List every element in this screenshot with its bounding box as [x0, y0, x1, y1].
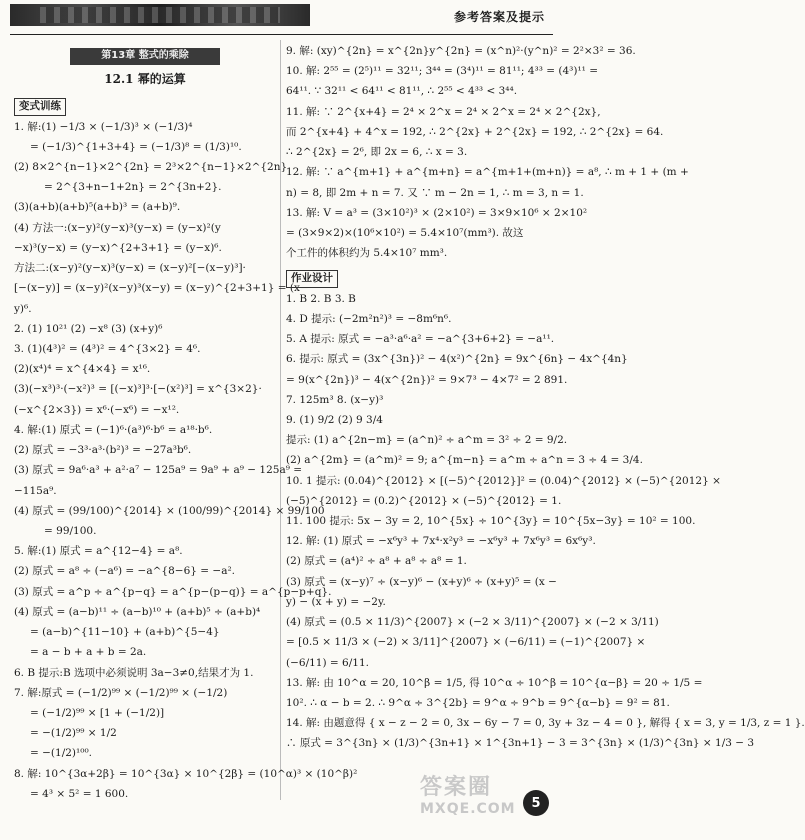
answer-line: ∴ 2^{2x} = 2⁶, 即 2x = 6, ∴ x = 3. [286, 146, 468, 159]
answer-line: 6. 提示: 原式 = (3x^{3n})² − 4(x²)^{2n} = 9x^{6n} − 4x^{4n} [286, 353, 628, 366]
answer-line: 13. 解: V = a³ = (3×10²)³ × (2×10²) = 3×9×10⁶ × 2×10² [286, 206, 588, 219]
right-answer-list-bottom [286, 292, 805, 752]
answer-line: 64¹¹. ∵ 32¹¹ < 64¹¹ < 81¹¹, ∴ 2⁵⁵ < 4³³ < 3⁴⁴. [286, 85, 518, 98]
answer-line: = (3×9×2)×(10⁶×10²) = 5.4×10⁷(mm³). 故这 [286, 226, 524, 239]
answer-line: (2)(x⁴)⁴ = x^{4×4} = x¹⁶. [14, 363, 151, 376]
answer-line: −115a⁹. [14, 484, 57, 497]
answer-line: = −(1/2)¹⁰⁰. [30, 747, 92, 760]
answer-line: (3) 原式 = 9a⁶·a³ + a²·a⁷ − 125a⁹ = 9a⁹ + a⁹ − 125a⁹ = [14, 464, 303, 477]
answer-line: (3)(−x³)³·(−x²)³ = [(−x)³]³·[−(x²)³] = x^{3×2}· [14, 383, 262, 396]
answer-line: (−5)^{2012} = (0.2)^{2012} × (−5)^{2012} = 1. [286, 494, 562, 507]
answer-line: 提示: (1) a^{2n−m} = (a^n)² ÷ a^m = 3² ÷ 2 = 9/2. [286, 434, 568, 447]
section-banner [70, 48, 220, 65]
answer-line: 个工件的体积约为 5.4×10⁷ mm³. [286, 247, 448, 260]
answer-line: (4) 原式 = (0.5 × 11/3)^{2007} × (−2 × 3/11)^{2007} × (−2 × 3/11) [286, 616, 659, 629]
answer-line: (−6/11) = 6/11. [286, 656, 369, 669]
watermark-top-text: 答案圈 [420, 775, 493, 800]
answer-line: (3) 原式 = a^p ÷ a^{p−q} = a^{p−(p−q)} = a^{p−p+q}. [14, 585, 332, 598]
answer-line: 5. A 提示: 原式 = −a³·a⁶·a² = −a^{3+6+2} = −a¹¹. [286, 333, 555, 346]
answer-line: 2. (1) 10²¹ (2) −x⁸ (3) (x+y)⁶ [14, 322, 163, 335]
answer-line: (2) 原式 = a⁸ ÷ (−a⁶) = −a^{8−6} = −a². [14, 565, 236, 578]
answer-line: = 9(x^{2n})³ − 4(x^{2n})² = 9×7³ − 4×7² = 2 891. [286, 373, 568, 386]
answer-line: 5. 解:(1) 原式 = a^{12−4} = a⁸. [14, 545, 183, 558]
answer-line: ∴ 原式 = 3^{3n} × (1/3)^{3n+1} × 1^{3n+1} − 3 = 3^{3n} × (1/3)^{3n} × 1/3 − 3 [286, 737, 755, 750]
answer-line: = (a−b)^{11−10} + (a+b)^{5−4} [30, 626, 220, 639]
answer-line: 9. (1) 9/2 (2) 9 3/4 [286, 413, 383, 426]
answer-line: 7. 解:原式 = (−1/2)⁹⁹ × (−1/2)⁹⁹ × (−1/2) [14, 686, 228, 699]
answer-line: = 4³ × 5² = 1 600. [30, 787, 129, 800]
answer-line: y)⁶. [14, 302, 32, 315]
header-title: 参考答案及提示 [453, 10, 545, 24]
answer-line: (3) 原式 = (x−y)⁷ ÷ (x−y)⁶ − (x+y)⁶ ÷ (x+y)⁵ = (x − [286, 575, 557, 588]
answer-line: 3. (1)(4³)² = (4³)² = 4^{3×2} = 4⁶. [14, 343, 201, 356]
page-header [0, 0, 563, 40]
answer-line: 12. 解: (1) 原式 = −x⁶y³ + 7x⁴·x²y³ = −x⁶y³ + 7x⁶y³ = 6x⁶y³. [286, 535, 596, 548]
answer-line: 12. 解: ∵ a^{m+1} + a^{m+n} = a^{m+1+(m+n)} = a⁸, ∴ m + 1 + (m + [286, 166, 689, 179]
answer-line: [−(x−y)] = (x−y)²(x−y)³(x−y) = (x−y)^{2+3+1} = (x− [14, 282, 309, 295]
answer-line: −x)³(y−x) = (y−x)^{2+3+1} = (y−x)⁶. [14, 241, 222, 254]
column-divider [280, 40, 281, 800]
answer-line: (2) 原式 = −3³·a³·(b²)³ = −27a³b⁶. [14, 444, 192, 457]
answer-line: n) = 8, 即 2m + n = 7. 又 ∵ m − 2n = 1, ∴ m = 3, n = 1. [286, 186, 584, 199]
answer-line: (3)(a+b)(a+b)⁵(a+b)³ = (a+b)⁹. [14, 201, 181, 214]
header-banner-image [10, 4, 310, 26]
banner-decoration [40, 7, 280, 23]
answer-line: 11. 解: ∵ 2^{x+4} = 2⁴ × 2^x = 2⁴ × 2^x = 2⁴ × 2^{2x}, [286, 105, 601, 118]
answer-line: (2) 8×2^{n−1}×2^{2n} = 2³×2^{n−1}×2^{2n} [14, 161, 288, 174]
section-banner-text: 第13章 整式的乘除 [101, 50, 189, 62]
answer-line: = (−1/3)^{1+3+4} = (−1/3)⁸ = (1/3)¹⁰. [30, 140, 242, 153]
answer-line: 10. 解: 2⁵⁵ = (2⁵)¹¹ = 32¹¹; 3⁴⁴ = (3⁴)¹¹ = 81¹¹; 4³³ = (4³)¹¹ = [286, 65, 599, 78]
right-answer-list-top [286, 44, 689, 261]
answer-line: 6. B 提示:B 选项中必须说明 3a−3≠0,结果才为 1. [14, 666, 254, 679]
answer-line: 10. 1 提示: (0.04)^{2012} × [(−5)^{2012}]² = (0.04)^{2012} × (−5)^{2012} × [286, 474, 721, 487]
answer-line: (4) 原式 = (a−b)¹¹ ÷ (a−b)¹⁰ + (a+b)⁵ ÷ (a+b)⁴ [14, 605, 261, 618]
answer-line: 4. D 提示: (−2m²n²)³ = −8m⁶n⁶. [286, 312, 452, 325]
right-column [286, 40, 805, 757]
answer-line: (4) 方法一:(x−y)²(y−x)³(y−x) = (y−x)²(y [14, 221, 221, 234]
answer-line: = 2^{3+n−1+2n} = 2^{3n+2}. [44, 181, 222, 194]
answer-line: = [0.5 × 11/3 × (−2) × 3/11]^{2007} × (−6/11) = (−1)^{2007} × [286, 636, 646, 649]
answer-line: 13. 解: 由 10^α = 20, 10^β = 1/5, 得 10^α ÷ 10^β = 10^{α−β} = 20 ÷ 1/5 = [286, 676, 703, 689]
section-title: 12.1 幂的运算 [104, 72, 186, 86]
box-label-variant-training: 变式训练 [14, 98, 66, 115]
answer-line: 10². ∴ α − b = 2. ∴ 9^α ÷ 3^{2b} = 9^α ÷ 9^b = 9^{α−b} = 9² = 81. [286, 697, 670, 709]
answer-line: 而 2^{x+4} + 4^x = 192, ∴ 2^{2x} + 2^{2x} = 192, ∴ 2^{2x} = 64. [286, 125, 664, 138]
answer-line: 11. 100 提示: 5x − 3y = 2, 10^{5x} ÷ 10^{3y} = 10^{5x−3y} = 10² = 100. [286, 515, 696, 528]
answer-line: 4. 解:(1) 原式 = (−1)⁶·(a³)⁶·b⁶ = a¹⁸·b⁶. [14, 423, 213, 436]
watermark-bottom-text: MXQE.COM [420, 801, 516, 817]
answer-line: y) − (x + y) = −2y. [286, 595, 386, 608]
header-rule [10, 34, 553, 35]
answer-line: = −(1/2)⁹⁹ × 1/2 [30, 727, 117, 740]
answer-line: = (−1/2)⁹⁹ × [1 + (−1/2)] [30, 706, 165, 719]
answer-line: 方法二:(x−y)²(y−x)³(y−x) = (x−y)²[−(x−y)³]· [14, 262, 246, 275]
answer-line: (2) a^{2m} = (a^m)² = 9; a^{m−n} = a^m ÷ a^n = 3 ÷ 4 = 3/4. [286, 454, 643, 467]
answer-line: 7. 125m³ 8. (x−y)³ [286, 393, 384, 406]
box-label-homework: 作业设计 [286, 270, 338, 287]
answer-line: 9. 解: (xy)^{2n} = x^{2n}y^{2n} = (x^n)²·(y^n)² = 2²×3² = 36. [286, 45, 636, 57]
answer-line: = 99/100. [44, 524, 97, 537]
answer-line: 1. 解:(1) −1/3 × (−1/3)³ × (−1/3)⁴ [14, 120, 193, 133]
answer-line: = a − b + a + b = 2a. [30, 646, 147, 659]
answer-line: 1. B 2. B 3. B [286, 292, 356, 305]
answer-line: (−x^{2×3}) = x⁶·(−x⁶) = −x¹². [14, 403, 180, 416]
answer-line: (4) 原式 = (99/100)^{2014} × (100/99)^{2014} × 99/100 [14, 504, 325, 517]
page-number: 5 [523, 790, 549, 816]
answer-line: (2) 原式 = (a⁴)² ÷ a⁸ + a⁸ ÷ a⁸ = 1. [286, 555, 467, 568]
watermark [420, 770, 530, 830]
answer-line: 14. 解: 由题意得 { x − z − 2 = 0, 3x − 6y − 7 = 0, 3y + 3z − 4 = 0 }, 解得 { x = 3, y = 1/3, z = 1 }. [286, 717, 805, 730]
answer-line: 8. 解: 10^{3α+2β} = 10^{3α} × 10^{2β} = (10^α)³ × (10^β)² [14, 767, 358, 780]
